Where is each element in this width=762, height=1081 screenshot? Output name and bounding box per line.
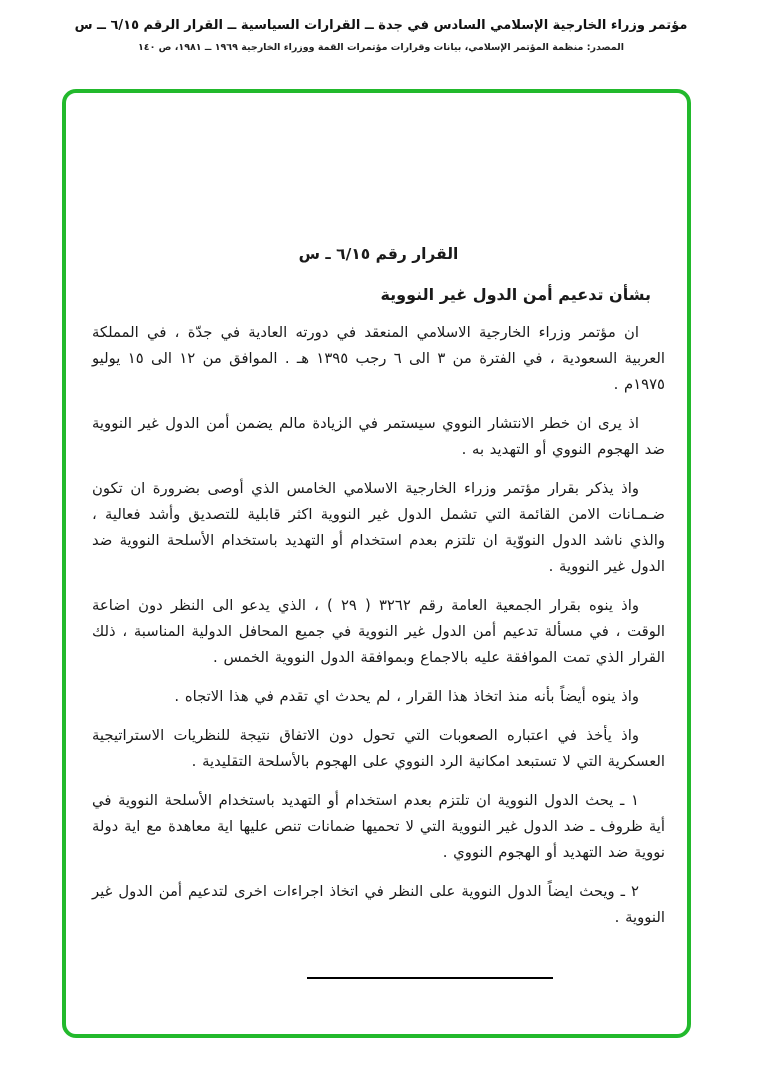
paragraph-proliferation-risk: اذ يرى ان خطر الانتشار النووي سيستمر في الزيادة مالم يضمن أمن الدول غير النووية ضد الهجوم النووي أو التهديد به . [92,415,665,458]
paragraph-ga-resolution-note: واذ ينوه بقرار الجمعية العامة رقم ٣٢٦٢ ( ٢٩ ) ، الذي يدعو الى النظر دون اضاعة الوقت ، في مسألة تدعيم أمن الدول غير النووية في جميع المحافل الدولية المناسبة ، ذلك القرار الذي تمت الموافقة عليه بالاجماع وبموافقة الدول النووية الخمس . [92,597,665,666]
citation-source: المصدر: منظمة المؤتمر الإسلامي، بيانات وقرارات مؤتمرات القمة ووزراء الخارجية ١٩٦٩ ــ ١٩٨١، ص ١٤٠ [137,42,625,53]
paragraph-fifth-conference-recall: واذ يذكر بقرار مؤتمر وزراء الخارجية الاسلامي الخامس الذي أوصى بضرورة ان تكون ضـمـانات الامن القائمة التي تشمل الدول غير النووية اكثر قابلية للتصديق وأشد فعالية ، والذي ناشد الدول النووّية ان تلتزم بعدم استخدام أو التهديد باستخدام الأسلحة النووية ضد الدول غير النووية . [92,480,665,575]
paragraph-operative-2: ٢ ـ ويحث ايضاً الدول النووية على النظر في اتخاذ اجراءات اخرى لتدعيم أمن الدول غير النووية . [92,883,665,926]
paragraph-operative-1: ١ ـ يحث الدول النووية ان تلتزم بعدم استخدام أو التهديد باستخدام الأسلحة النووية في أية ظروف ـ ضد الدول غير النووية التي لا تحميها ضمانات تنص عليها اية معاهدة مع اية دولة نووية ضد التهديد أو الهجوم النووي . [92,792,665,861]
scanned-page-frame [62,89,691,1038]
page-content [66,93,687,979]
paragraph-difficulties-consideration: واذ يأخذ في اعتباره الصعوبات التي تحول دون الاتفاق نتيجة للنظريات الاستراتيجية العسكرية التي لا تستبعد امكانية الرد النووي على الهجوم بالأسلحة التقليدية . [92,727,665,770]
resolution-subject-title: بشأن تدعيم أمن الدول غير النووية [380,285,651,304]
citation-title: مؤتمر وزراء الخارجية الإسلامي السادس في جدة ــ القرارات السياسية ــ القرار الرقم ٦/١٥ ــ س [74,18,688,33]
footnote-divider-line [307,977,553,979]
paragraph-no-progress-note: واذ ينوه أيضاً بأنه منذ اتخاذ هذا القرار ، لم يحدث اي تقدم في هذا الاتجاه . [174,688,639,705]
citation-header [0,0,762,53]
paragraph-preamble-session: ان مؤتمر وزراء الخارجية الاسلامي المنعقد في دورته العادية في جدّة ، في المملكة العربية السعودية ، في الفترة من ٣ الى ٦ رجب ١٣٩٥ هـ . الموافق من ١٢ الى ١٥ يوليو ١٩٧٥م . [92,324,665,393]
resolution-number-title: القرار رقم ٦/١٥ ـ س [298,245,459,263]
